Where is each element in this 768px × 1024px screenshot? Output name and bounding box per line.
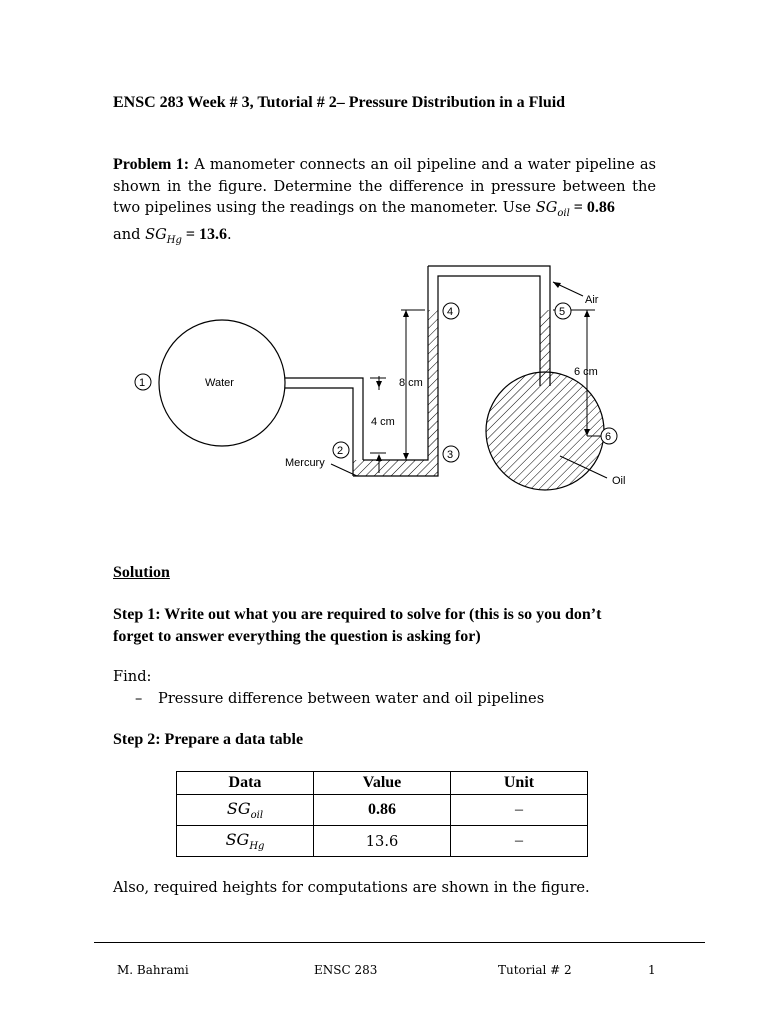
table-header-row <box>177 772 588 795</box>
find-label: Find: <box>113 668 152 685</box>
solution-heading: Solution <box>113 564 170 581</box>
footer-author: M. Bahrami <box>117 963 189 977</box>
step2-heading: Step 2: Prepare a data table <box>113 731 304 748</box>
find-item: Pressure difference between water and oil pipelines <box>158 690 545 707</box>
data-table <box>176 771 588 857</box>
sg-oil-expression: $SG_{oil} = 0.86$ <box>535 199 615 219</box>
footer-tutorial: Tutorial # 2 <box>498 963 572 977</box>
manometer-figure <box>125 258 645 498</box>
problem-label: Problem 1: <box>113 156 190 173</box>
row-symbol: $SG_{Hg}$ <box>177 826 314 857</box>
water-label: Water <box>205 377 234 389</box>
row-symbol: $SG_{oil}$ <box>177 795 314 826</box>
sg-hg-expression: $SG_{Hg} = 13.6$ <box>145 226 227 247</box>
row-unit: – <box>451 826 588 857</box>
point-3-marker <box>443 446 459 462</box>
water-connector-pipe <box>285 378 363 460</box>
row-value: 0.86 <box>314 795 451 826</box>
header-value: Value <box>314 772 451 795</box>
dim-8cm-label: 8 cm <box>399 377 423 389</box>
svg-text:3: 3 <box>447 449 454 461</box>
dim-4cm-label: 4 cm <box>371 416 395 428</box>
oil-column <box>540 310 550 380</box>
footer-divider <box>94 942 705 943</box>
row-value: 13.6 <box>314 826 451 857</box>
table-row <box>177 826 588 857</box>
point-1-marker <box>135 374 151 390</box>
svg-text:1: 1 <box>139 377 146 389</box>
oil-label: Oil <box>612 475 626 487</box>
svg-text:5: 5 <box>559 306 566 318</box>
mercury-column <box>428 310 438 476</box>
mercury-label: Mercury <box>285 457 325 469</box>
problem-lastline: and $SG_{Hg} = 13.6$. <box>113 226 232 247</box>
footer-page-number: 1 <box>648 963 656 977</box>
problem-statement <box>113 154 656 252</box>
page-title: ENSC 283 Week # 3, Tutorial # 2– Pressure Distribution in a Fluid <box>113 94 566 111</box>
heights-note: Also, required heights for computations are shown in the figure. <box>113 879 590 896</box>
step1-line2: forget to answer everything the question is asking for) <box>113 628 481 645</box>
step1-line1: Step 1: Write out what you are required to solve for (this is so you don’t <box>113 606 602 623</box>
air-tube <box>428 266 550 310</box>
point-2-marker <box>333 442 349 458</box>
point-5-marker <box>555 303 571 319</box>
dim-6cm-label: 6 cm <box>574 366 598 378</box>
row-unit: – <box>451 795 588 826</box>
svg-text:2: 2 <box>337 445 344 457</box>
table-row <box>177 795 588 826</box>
point-4-marker <box>443 303 459 319</box>
mercury-bottom <box>353 460 428 476</box>
header-unit: Unit <box>451 772 588 795</box>
find-dash: – <box>135 690 143 707</box>
air-label: Air <box>585 294 599 306</box>
svg-text:6: 6 <box>605 431 612 443</box>
svg-text:4: 4 <box>447 306 454 318</box>
header-data: Data <box>177 772 314 795</box>
problem-text: A manometer connects an oil pipeline and a water pipeline as shown in the figure. Determine the difference in pressure between the two pipelines using the readings on the manometer. Use <box>113 156 657 216</box>
footer-course: ENSC 283 <box>314 963 378 977</box>
